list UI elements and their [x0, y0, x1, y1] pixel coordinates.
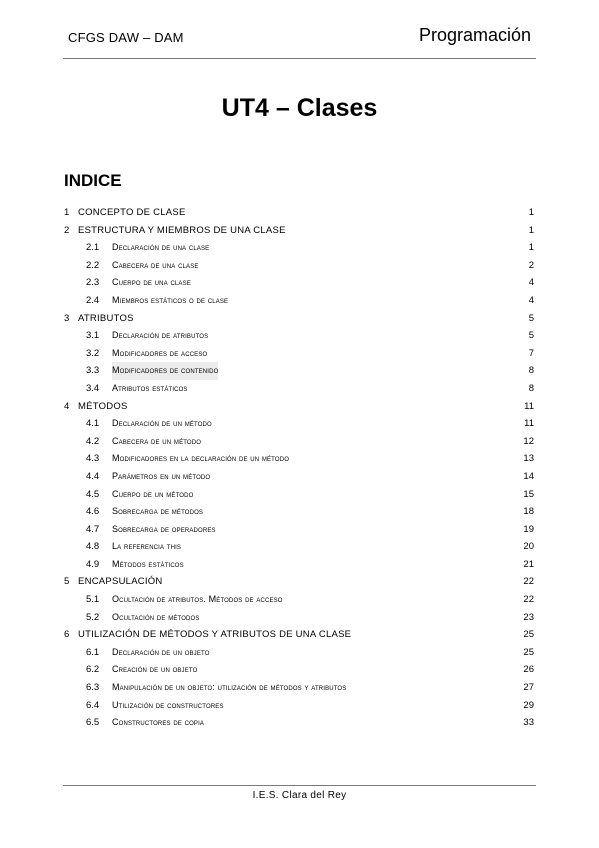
toc-entry-title[interactable]: Sobrecarga de métodos — [112, 506, 204, 517]
toc-entry-title[interactable]: Miembros estáticos o de clase — [112, 294, 229, 305]
toc-entry[interactable] — [64, 433, 537, 451]
toc-entry-title[interactable]: Declaración de un objeto — [112, 646, 210, 657]
toc-entry[interactable] — [64, 380, 537, 398]
toc-entry-title[interactable]: UTILIZACIÓN DE MÉTODOS Y ATRIBUTOS DE UNA CLASE — [78, 629, 352, 641]
toc-entry-title[interactable]: Declaración de un método — [112, 418, 212, 429]
toc-entry-title[interactable]: Cabecera de un método — [112, 435, 202, 446]
toc-entry-number: 4.8 — [86, 541, 100, 553]
toc-entry-number: 3.2 — [86, 347, 100, 359]
toc-entry-number: 6 — [64, 629, 70, 641]
toc-entry-number: 6.5 — [86, 717, 100, 729]
toc-entry-number: 6.3 — [86, 682, 100, 694]
toc-entry-page: 27 — [523, 682, 534, 694]
toc-entry-page: 33 — [523, 717, 534, 729]
toc-entry-page: 15 — [523, 488, 534, 500]
toc-entry-number: 5 — [64, 576, 70, 588]
toc-entry-number: 4.9 — [86, 558, 100, 570]
toc-entry-title[interactable]: Creación de un objeto — [112, 664, 198, 675]
toc-entry-title[interactable]: Modificadores de contenido — [112, 362, 218, 380]
toc-entry[interactable] — [64, 521, 537, 539]
toc-entry[interactable] — [64, 239, 537, 257]
toc-entry-page: 5 — [528, 330, 534, 342]
toc-entry-number: 4.2 — [86, 435, 100, 447]
toc-entry[interactable] — [64, 573, 537, 591]
toc-entry[interactable] — [64, 415, 537, 433]
toc-entry-page: 14 — [523, 470, 534, 482]
toc-entry-title[interactable]: Cabecera de una clase — [112, 259, 199, 270]
toc-entry-page: 25 — [523, 646, 534, 658]
toc-entry-number: 4.3 — [86, 453, 100, 465]
toc-entry-title[interactable]: Métodos estáticos — [112, 558, 184, 569]
toc-entry-number: 2 — [64, 224, 70, 236]
toc-entry-title[interactable]: Declaración de una clase — [112, 242, 210, 253]
toc-entry-page: 22 — [523, 576, 534, 588]
toc-entry[interactable] — [64, 327, 537, 345]
toc-entry-number: 2.2 — [86, 259, 100, 271]
toc-entry-page: 21 — [523, 558, 534, 570]
toc-entry-page: 1 — [528, 224, 534, 236]
toc-entry-title[interactable]: CONCEPTO DE CLASE — [78, 207, 186, 218]
toc-entry-page: 8 — [528, 382, 534, 394]
toc-entry-number: 4.4 — [86, 470, 100, 482]
toc-entry[interactable] — [64, 362, 537, 380]
toc-entry[interactable] — [64, 714, 537, 732]
toc-entry-page: 11 — [524, 418, 534, 430]
toc-entry-title[interactable]: Modificadores en la declaración de un método — [112, 453, 290, 464]
toc-entry[interactable] — [64, 679, 537, 697]
toc-entry[interactable] — [64, 538, 537, 556]
toc-entry-title[interactable]: Declaración de atributos — [112, 330, 209, 341]
toc-entry[interactable] — [64, 486, 537, 504]
toc-entry-page: 4 — [528, 277, 534, 289]
toc-entry-title[interactable]: ENCAPSULACIÓN — [78, 576, 163, 588]
toc-entry-number: 3.1 — [86, 330, 100, 342]
toc-entry-page: 7 — [528, 347, 534, 359]
document-title: UT4 – Clases — [221, 94, 378, 122]
toc-entry-number: 6.4 — [86, 699, 100, 711]
toc-entry[interactable] — [64, 697, 537, 715]
toc-entry-number: 4.7 — [86, 523, 100, 535]
toc-entry-number: 3.3 — [86, 365, 100, 377]
toc-entry-page: 25 — [523, 629, 534, 641]
toc-entry-page: 22 — [523, 594, 534, 606]
toc-entry[interactable] — [64, 609, 537, 627]
toc-entry-page: 29 — [523, 699, 534, 711]
toc-entry-number: 2.1 — [86, 242, 100, 254]
toc-entry-page: 12 — [523, 435, 534, 447]
toc-entry-title[interactable]: La referencia this — [112, 541, 182, 552]
toc-entry[interactable] — [64, 257, 537, 275]
toc-entry-number: 4.5 — [86, 488, 100, 500]
toc-entry-title[interactable]: Parámetros en un método — [112, 470, 211, 481]
toc-entry-page: 13 — [523, 453, 534, 465]
toc-entry-title[interactable]: Cuerpo de un método — [112, 488, 194, 499]
toc-entry-number: 6.2 — [86, 664, 100, 676]
toc-entry-title[interactable]: Utilización de constructores — [112, 699, 224, 710]
toc-entry-title[interactable]: Modificadores de acceso — [112, 347, 208, 358]
toc-entry-title[interactable]: Cuerpo de una clase — [112, 277, 191, 288]
toc-entry[interactable] — [64, 556, 537, 574]
toc-entry-page: 4 — [528, 294, 534, 306]
footer-text: I.E.S. Clara del Rey — [252, 790, 347, 801]
toc-entry-number: 3.4 — [86, 382, 100, 394]
toc-entry[interactable] — [64, 626, 537, 644]
footer-divider — [63, 785, 536, 786]
toc-entry-number: 4.6 — [86, 506, 100, 518]
toc-entry-page: 19 — [523, 523, 534, 535]
toc-entry[interactable] — [64, 644, 537, 662]
toc-entry-page: 11 — [524, 400, 534, 412]
toc-entry-page: 20 — [523, 541, 534, 553]
toc-entry-number: 4 — [64, 400, 70, 412]
toc-entry-title[interactable]: Atributos estáticos — [112, 382, 188, 393]
toc-entry-page: 5 — [528, 312, 534, 324]
toc-entry-number: 4.1 — [86, 418, 100, 430]
toc-entry-title[interactable]: ATRIBUTOS — [78, 312, 134, 324]
toc-entry-title[interactable]: Constructores de copia — [112, 717, 205, 728]
toc-entry[interactable] — [64, 274, 537, 292]
toc-entry-title[interactable]: Ocultación de atributos. Métodos de acceso — [112, 594, 283, 605]
toc-entry[interactable] — [64, 591, 537, 609]
table-of-contents — [64, 204, 537, 732]
toc-entry[interactable] — [64, 345, 537, 363]
toc-heading: INDICE — [64, 171, 122, 190]
toc-entry-page: 23 — [523, 611, 534, 623]
toc-entry[interactable] — [64, 398, 537, 416]
toc-entry[interactable] — [64, 468, 537, 486]
toc-entry-title[interactable]: Ocultación de métodos — [112, 611, 200, 622]
toc-entry-page: 8 — [528, 365, 534, 377]
toc-entry-number: 2.3 — [86, 277, 100, 289]
header-divider — [63, 58, 536, 59]
toc-entry-number: 2.4 — [86, 294, 100, 306]
toc-entry-page: 1 — [528, 242, 534, 254]
toc-entry[interactable] — [64, 450, 537, 468]
toc-entry-number: 5.1 — [86, 594, 100, 606]
toc-entry[interactable] — [64, 204, 537, 222]
toc-entry-number: 6.1 — [86, 646, 100, 658]
toc-entry[interactable] — [64, 292, 537, 310]
toc-entry-page: 1 — [528, 207, 534, 218]
toc-entry-number: 3 — [64, 312, 70, 324]
toc-entry-page: 18 — [523, 506, 534, 518]
toc-entry-title[interactable]: ESTRUCTURA Y MIEMBROS DE UNA CLASE — [78, 224, 286, 236]
toc-entry-number: 5.2 — [86, 611, 100, 623]
toc-entry[interactable] — [64, 661, 537, 679]
toc-entry-title[interactable]: Manipulación de un objeto: utilización de métodos y atributos — [112, 682, 347, 693]
toc-entry[interactable] — [64, 222, 537, 240]
toc-entry-number: 1 — [64, 207, 70, 218]
toc-entry[interactable] — [64, 503, 537, 521]
toc-entry-page: 26 — [523, 664, 534, 676]
toc-entry-page: 2 — [528, 259, 534, 271]
toc-entry-title[interactable]: MÉTODOS — [78, 400, 128, 412]
header-course: CFGS DAW – DAM — [68, 30, 184, 45]
toc-entry[interactable] — [64, 310, 537, 328]
toc-entry-title[interactable]: Sobrecarga de operadores — [112, 523, 216, 534]
header-subject: Programación — [418, 25, 531, 45]
